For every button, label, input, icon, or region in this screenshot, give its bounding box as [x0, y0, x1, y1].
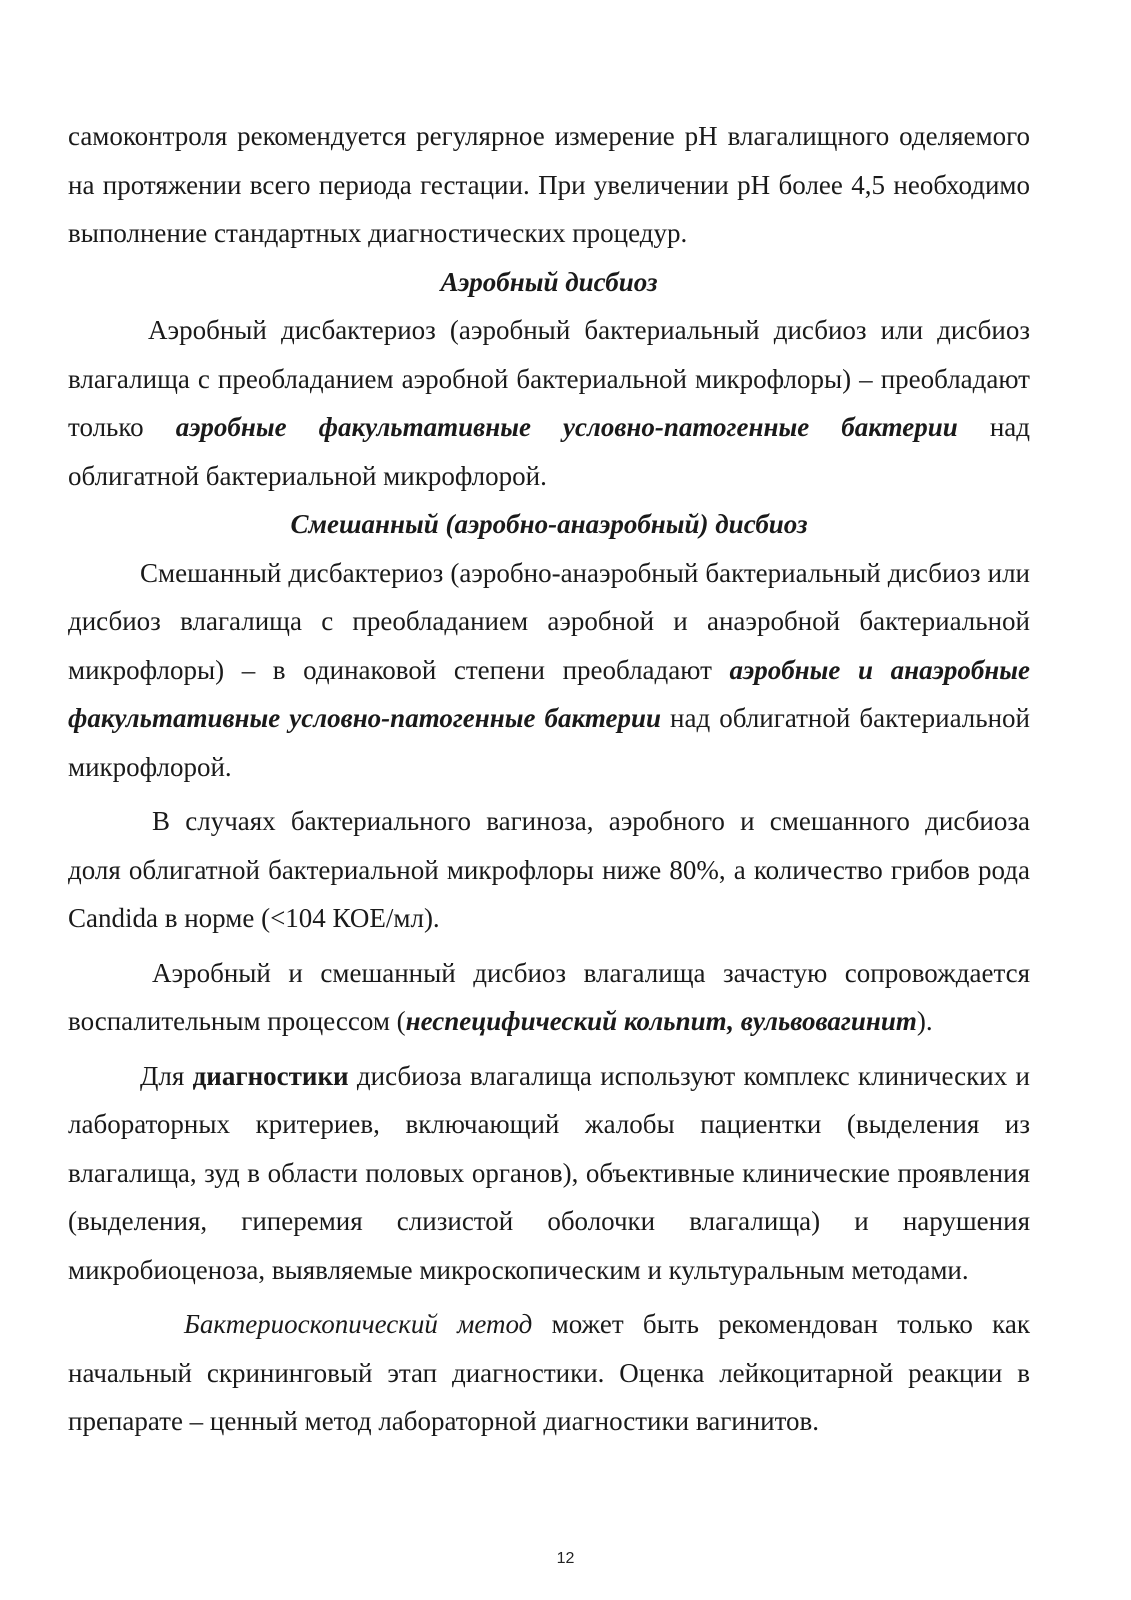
text-segment: над облигатной бактериальной микрофлорой. — [68, 412, 1030, 491]
emphasis-aerobic-anaerobic-bacteria: аэробные и анаэробные факультативные условно-патогенные бактерии — [68, 654, 1031, 733]
page-number: 12 — [556, 1550, 575, 1567]
paragraph-inflammation — [68, 949, 1030, 1046]
page-body — [68, 112, 1030, 1446]
text-segment: Смешанный дисбактериоз (аэробно-анаэробный бактериальный дисбиоз или дисбиоз влагалища с преобладанием аэробной и анаэробной бактериальной микрофлоры) – в одинаковой степени преобладают — [68, 557, 1030, 685]
emphasis-bacterioscopic-method: Бактериоскопический метод — [184, 1309, 533, 1339]
emphasis-diagnostics: диагностики — [192, 1060, 349, 1091]
paragraph-bacterial-vaginosis: В случаях бактериального вагиноза, аэробного и смешанного дисбиоза доля облигатной бактериальной микрофлоры ниже 80%, а количество грибов рода Candida в норме (<104 КОЕ/мл). — [68, 806, 1030, 933]
paragraph-ph-selfcontrol: самоконтроля рекомендуется регулярное измерение pH влагалищного оделяемого на протяжении всего периода гестации. При увеличении pH более 4,5 необходимо выполнение стандартных диагностических процедур. — [68, 121, 1030, 248]
paragraph-mixed-dysbacteriosis — [68, 549, 1030, 792]
paragraph-diagnostics — [68, 1052, 1030, 1295]
paragraph-bacterioscopic-method — [68, 1300, 1030, 1446]
text-segment: Аэробный дисбактериоз (аэробный бактериальный дисбиоз или дисбиоз влагалища с преобладанием аэробной бактериальной микрофлоры) – преобладают только — [68, 315, 1030, 442]
text-segment: Аэробный и смешанный дисбиоз влагалища зачастую сопровождается воспалительным процессом ( — [68, 957, 1030, 1036]
text-segment: ). — [916, 1006, 933, 1036]
heading-aerobic-dysbiosis: Аэробный дисбиоз — [440, 266, 658, 297]
heading-mixed-dysbiosis: Смешанный (аэробно-анаэробный) дисбиоз — [290, 509, 808, 539]
text-segment: дисбиоза влагалища используют комплекс клинических и лабораторных критериев, включающий жалобы пациентки (выделения из влагалища, зуд в области половых органов), объективные клинические проявления (выделения, гиперемия слизистой оболочки влагалища) и нарушения микробиоценоза, выявляемые микроскопическим и культуральным методами. — [68, 1060, 1030, 1285]
emphasis-aerobic-bacteria: аэробные факультативные условно-патогенные бактерии — [175, 412, 958, 442]
text-segment: может быть рекомендован только как начальный скрининговый этап диагностики. Оценка лейкоцитарной реакции в препарате – ценный метод лабораторной диагностики вагинитов. — [68, 1309, 1030, 1436]
text-segment: над облигатной бактериальной микрофлорой. — [68, 703, 1030, 782]
paragraph-aerobic-dysbacteriosis — [68, 306, 1030, 500]
text-segment: Для — [140, 1060, 193, 1091]
emphasis-colpitis: неспецифический кольпит, вульвовагинит — [405, 1006, 917, 1036]
